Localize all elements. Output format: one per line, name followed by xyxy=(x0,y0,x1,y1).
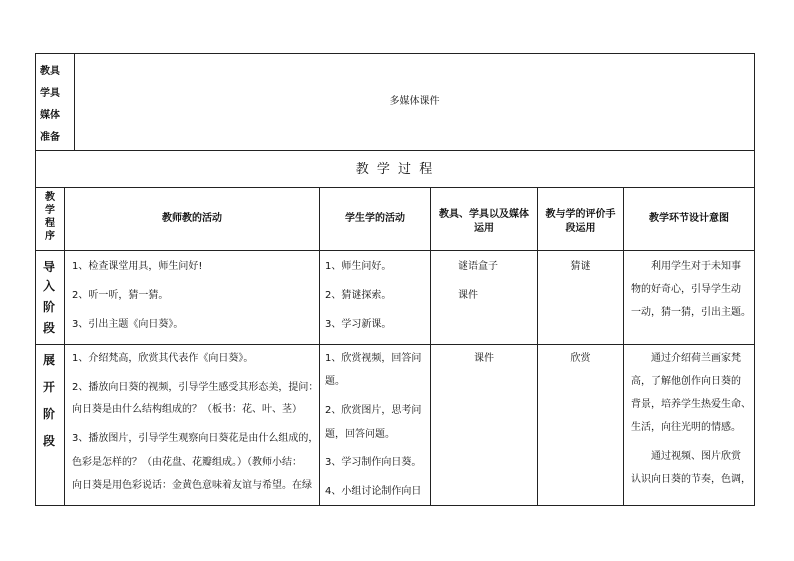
row2-teacher-line: 1、介绍梵高，欣赏其代表作《向日葵》。 xyxy=(72,353,254,364)
row2-intent-line: 高，了解他创作向日葵的 xyxy=(631,376,741,387)
row2-teacher-line: 向日葵是用色彩说话：金黄色意味着友谊与希望。在绿 xyxy=(72,480,312,491)
header-stage-line: 序 xyxy=(45,231,55,242)
header-tools-line: 教具、学具以及媒体 xyxy=(439,209,529,220)
row2-teacher-line: 3、播放图片，引导学生观察向日葵花是由什么组成的， xyxy=(72,433,319,444)
row2-teacher-line: 2、播放向日葵的视频，引导学生感受其形态美，提问： xyxy=(72,382,319,393)
row2-student-line: 题。 xyxy=(325,376,345,387)
row1-eval: 猜谜 xyxy=(570,261,591,272)
row2-intent-line: 背景，培养学生热爱生命、 xyxy=(631,399,751,410)
row1-student-line: 1、师生问好。 xyxy=(325,261,392,272)
row2-intent-line: 认识向日葵的节奏，色调， xyxy=(631,474,751,485)
row1-stage-line: 导 xyxy=(43,260,56,274)
header-stage-line: 教 xyxy=(45,192,55,203)
prep-label-line: 准备 xyxy=(40,132,60,143)
row1-stage-line: 入 xyxy=(43,279,56,293)
row2-intent-line: 通过介绍荷兰画家梵 xyxy=(651,353,741,364)
row1-stage-line: 阶 xyxy=(43,300,56,314)
row2-stage-line: 段 xyxy=(43,434,56,448)
row1-intent-line: 物的好奇心，引导学生动 xyxy=(631,284,741,295)
row2-eval: 欣赏 xyxy=(570,353,591,364)
row1-student-line: 2、猜谜探索。 xyxy=(325,290,392,301)
row1-stage-line: 段 xyxy=(43,321,56,335)
row2-stage-line: 阶 xyxy=(43,407,56,421)
process-title: 教 学 过 程 xyxy=(355,162,435,177)
row1-teacher-line: 2、听一听，猜一猜。 xyxy=(72,290,169,301)
header-eval-line: 段运用 xyxy=(565,223,596,234)
row1-teacher-line: 3、引出主题《向日葵》。 xyxy=(72,319,184,330)
header-stage-line: 程 xyxy=(45,218,55,229)
row2-student-line: 题，回答问题。 xyxy=(325,429,395,440)
row2-teacher-line: 色彩是怎样的？（由花盘、花瓣组成。）（教师小结： xyxy=(72,457,302,468)
prep-content: 多媒体课件 xyxy=(389,96,440,107)
prep-label-line: 媒体 xyxy=(40,110,60,121)
row1-intent-line: 利用学生对于未知事 xyxy=(651,261,741,272)
row2-student-line: 1、欣赏视频，回答问 xyxy=(325,353,422,364)
header-tools-line: 运用 xyxy=(474,223,494,234)
row2-student-line: 4、小组讨论制作向日 xyxy=(325,486,422,497)
header-student: 学生学的活动 xyxy=(345,213,405,224)
row1-intent-line: 一动，猜一猜，引出主题。 xyxy=(631,307,751,318)
row2-student-line: 3、学习制作向日葵。 xyxy=(325,457,422,468)
header-intent: 教学环节设计意图 xyxy=(649,213,729,224)
row2-intent-line: 生活，向往光明的情感。 xyxy=(631,422,741,433)
row2-tools: 课件 xyxy=(474,353,494,364)
prep-label-line: 学具 xyxy=(40,88,60,99)
header-teacher: 教师教的活动 xyxy=(162,213,222,224)
row2-tools-cell xyxy=(430,344,538,506)
row2-stage-line: 展 xyxy=(43,353,56,367)
row2-teacher-line: 向日葵是由什么结构组成的？（板书：花、叶、茎） xyxy=(72,404,302,415)
row2-eval-cell xyxy=(537,344,624,506)
row2-student-line: 2、欣赏图片，思考问 xyxy=(325,405,422,416)
row1-tools-line: 课件 xyxy=(458,290,478,301)
row2-student-cell xyxy=(319,344,431,506)
row1-tools-line: 谜语盒子 xyxy=(458,261,498,272)
header-stage-line: 学 xyxy=(45,205,55,216)
row2-stage-cell xyxy=(35,344,65,506)
row1-teacher-line: 1、检查课堂用具，师生问好! xyxy=(72,261,203,272)
row2-stage-line: 开 xyxy=(43,380,56,394)
header-eval-line: 教与学的评价手 xyxy=(545,209,616,220)
prep-label-line: 教具 xyxy=(40,66,60,77)
row2-intent-line: 通过视频、图片欣赏 xyxy=(651,451,741,462)
row1-student-line: 3、学习新课。 xyxy=(325,319,392,330)
